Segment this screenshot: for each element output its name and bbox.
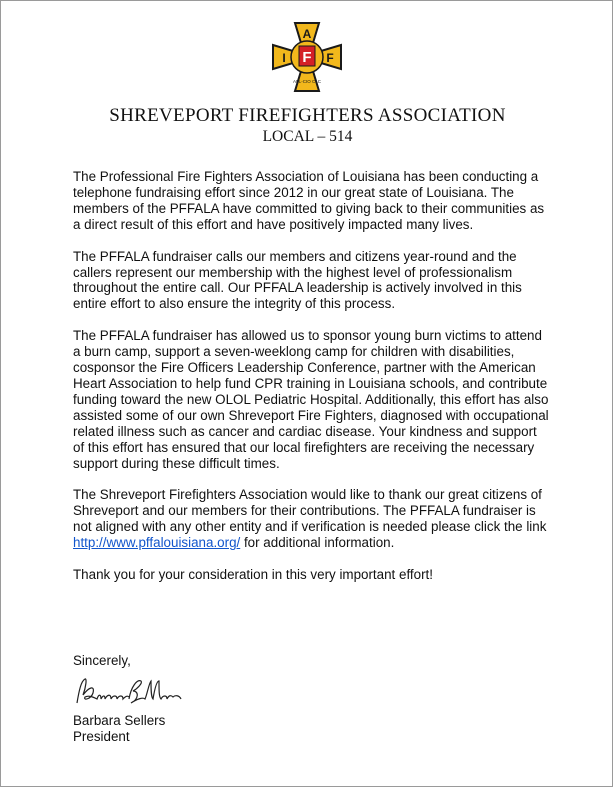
page-title: SHREVEPORT FIREFIGHTERS ASSOCIATION xyxy=(109,105,506,126)
letter-closing: Sincerely, xyxy=(73,653,131,668)
signature-image xyxy=(71,673,187,713)
logo-letter-top: A xyxy=(302,27,312,41)
signer-block xyxy=(73,713,165,745)
paragraph-text: The Shreveport Firefighters Association would like to thank our great citizens of Shreveport and our members for their contributions. The PFFALA fundraiser is not aligned with any other entity and if verification is needed please click the link xyxy=(73,487,547,535)
logo-letter-center: F xyxy=(302,49,312,66)
letter-paragraph: Thank you for your consideration in this very important effort! xyxy=(73,567,433,583)
page-subtitle: LOCAL – 514 xyxy=(262,128,353,145)
paragraph-text: for additional information. xyxy=(240,535,395,551)
letter-paragraph: The PFFALA fundraiser has allowed us to sponsor young burn victims to attend a burn camp, support a seven-weeklong camp for children with disabilities, cosponsor the Fire Officers Leadership Conference, partner with the American Heart Association to help fund CPR training in Louisiana schools, and contribute funding toward the new OLOL Pediatric Hospital. Additionally, this effort has also assisted some of our own Shreveport Fire Fighters, diagnosed with occupational related illness such as cancer and cardiac disease. Your kindness and support of this effort has ensured that our local firefighters are receiving the necessary support during these difficult times. xyxy=(73,328,549,471)
logo-emblem-text: AFL-CIO CLC xyxy=(292,79,322,84)
signer-name: Barbara Sellers xyxy=(73,713,166,728)
letter-paragraph: The Professional Fire Fighters Association of Louisiana has been conducting a telephone fundraising effort since 2012 in our great state of Louisiana. The members of the PFFALA have committed to giving back to their communities as a direct result of this effort and have positively impacted many lives. xyxy=(73,169,545,232)
signer-title: President xyxy=(73,728,130,744)
letter-paragraph xyxy=(73,487,551,551)
logo-letter-right: F xyxy=(326,51,334,65)
letter-body xyxy=(73,169,551,599)
iaff-logo-icon xyxy=(271,21,343,93)
letter-paragraph: The PFFALA fundraiser calls our members and citizens year-round and the callers represent our membership with the highest level of professionalism throughout the entire call. Our PFFALA leadership is actively involved in this entire effort to also ensure the integrity of this process. xyxy=(73,248,522,312)
logo-letter-left: I xyxy=(282,51,286,65)
pffala-website-link[interactable]: http://www.pffalouisiana.org/ xyxy=(73,535,241,551)
